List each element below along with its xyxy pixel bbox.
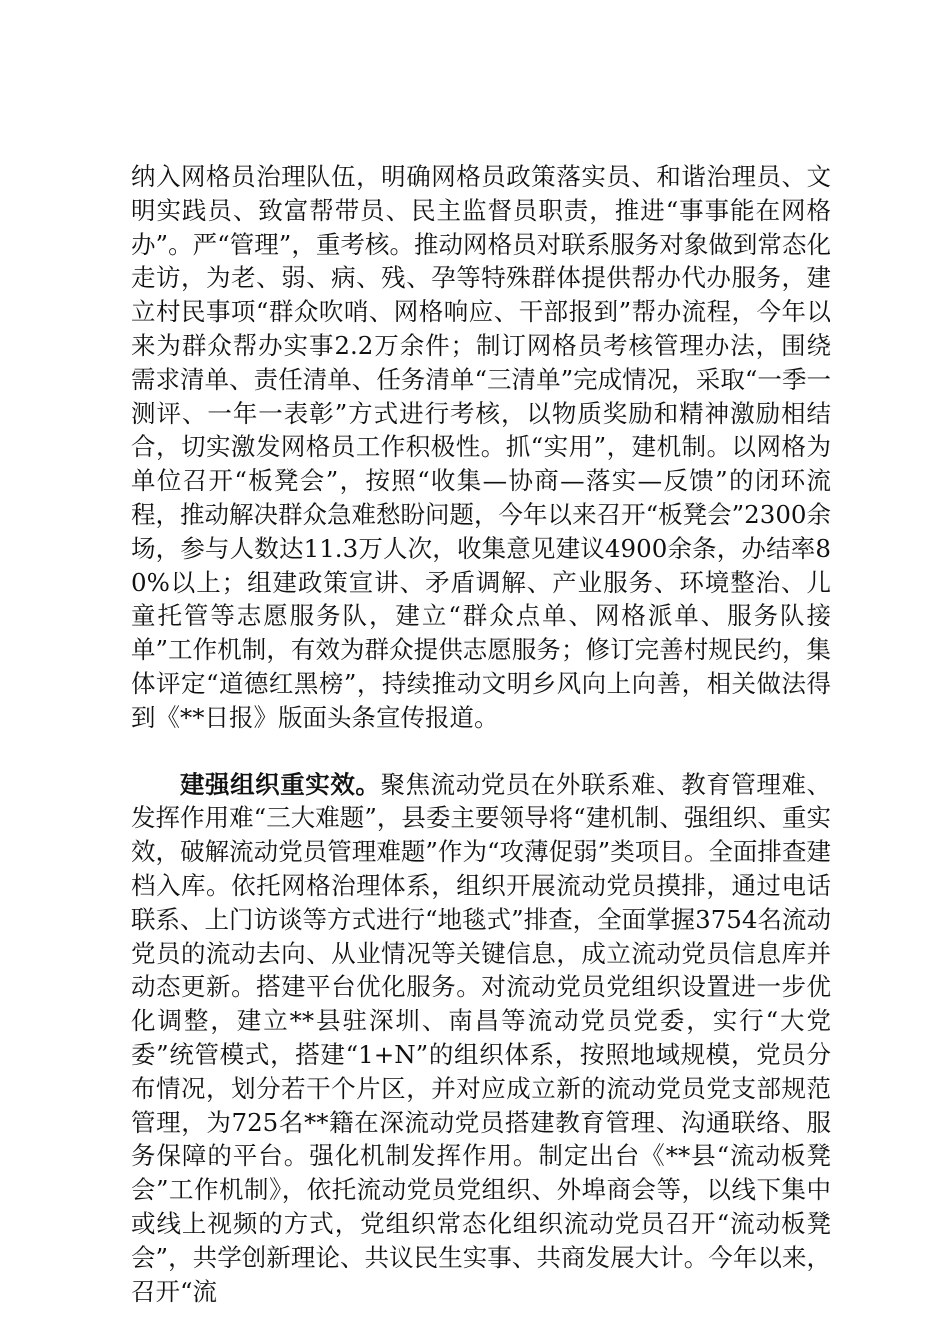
paragraph-body: 纳入网格员治理队伍，明确网格员政策落实员、和谐治理员、文明实践员、致富帮带员、民主监督员职责，推进“事事能在网格办”。严“管理”，重考核。推动网格员对联系服务对象做到常态化走访，为老、弱、病、残、孕等特殊群体提供帮办代办服务，建立村民事项“群众吹哨、网格响应、干部报到”帮办流程，今年以来为群众帮办实事2.2万余件；制订网格员考核管理办法，围绕需求清单、责任清单、任务清单“三清单”完成情况，采取“一季一测评、一年一表彰”方式进行考核，以物质奖励和精神激励相结合，切实激发网格员工作积极性。抓“实用”，建机制。以网格为单位召开“板凳会”，按照“收集—协商—落实—反馈”的闭环流程，推动解决群众急难愁盼问题，今年以来召开“板凳会”2300余场，参与人数达11.3万人次，收集意见建议4900余条，办结率80%以上；组建政策宣讲、矛盾调解、产业服务、环境整治、儿童托管等志愿服务队，建立“群众点单、网格派单、服务队接单”工作机制，有效为群众提供志愿服务；修订完善村规民约，集体评定“道德红黑榜”，持续推动文明乡风向上向善，相关做法得到《**日报》版面头条宣传报道。	[131, 162, 831, 732]
paragraph-lead-heading: 建强组织重实效。	[180, 769, 381, 799]
paragraph-grid-governance	[131, 160, 831, 735]
paragraph-body: 聚焦流动党员在外联系难、教育管理难、发挥作用难“三大难题”，县委主要领导将“建机制、强组织、重实效，破解流动党员管理难题”作为“攻薄促弱”类项目。全面排查建档入库。依托网格治理体系，组织开展流动党员摸排，通过电话联系、上门访谈等方式进行“地毯式”排查，全面掌握3754名流动党员的流动去向、从业情况等关键信息，成立流动党员信息库并动态更新。搭建平台优化服务。对流动党员党组织设置进一步优化调整，建立**县驻深圳、南昌等流动党员党委，实行“大党委”统管模式，搭建“1+N”的组织体系，按照地域规模，党员分布情况，划分若干个片区，并对应成立新的流动党员党支部规范管理，为725名**籍在深流动党员搭建教育管理、沟通联络、服务保障的平台。强化机制发挥作用。制定出台《**县“流动板凳会”工作机制》，依托流动党员党组织、外埠商会等，以线下集中或线上视频的方式，党组织常态化组织流动党员召开“流动板凳会”，共学创新理论、共议民生实事、共商发展大计。今年以来，召开“流	[131, 769, 832, 1306]
document-body	[131, 160, 831, 1308]
paragraph-mobile-party-members	[131, 768, 831, 1309]
